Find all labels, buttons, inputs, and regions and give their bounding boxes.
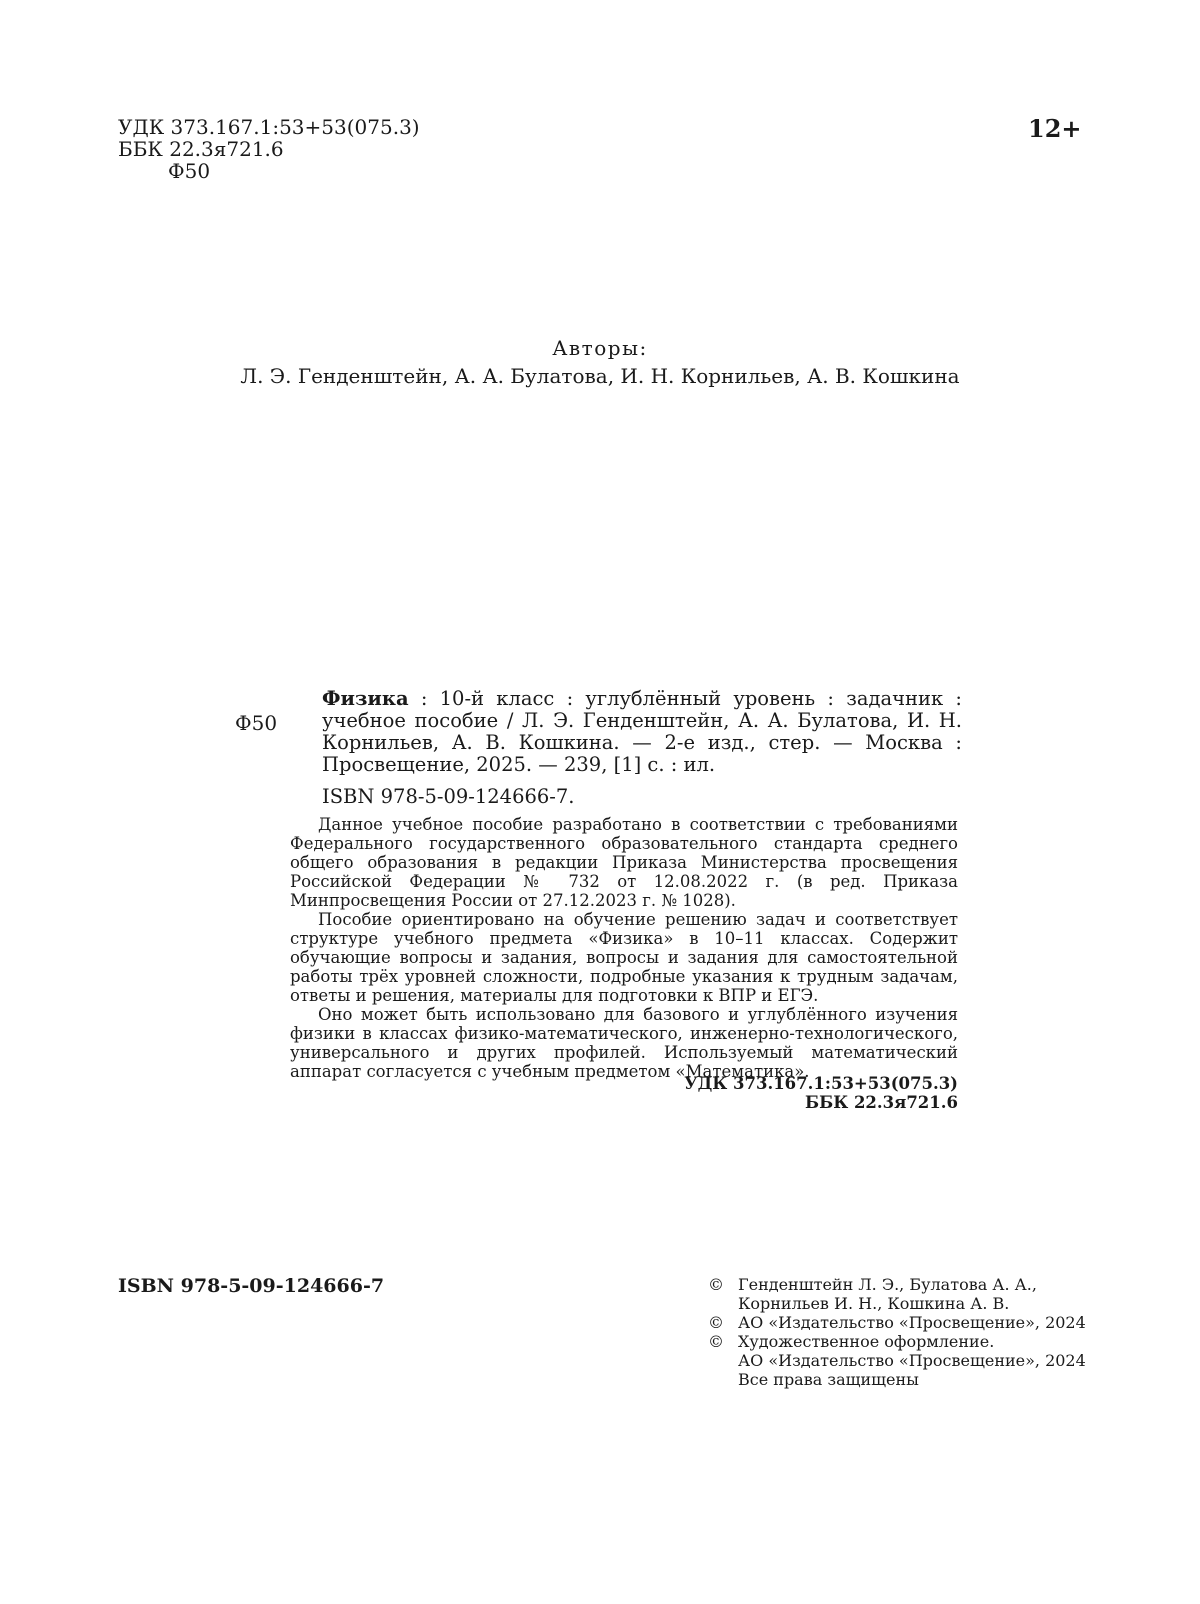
bibliographic-record xyxy=(322,688,962,776)
age-rating: 12+ xyxy=(1028,114,1082,143)
book-title: Физика xyxy=(322,687,409,710)
authors-label: Авторы: xyxy=(552,336,648,360)
copyright-authors-line1: Генденштейн Л. Э., Булатова А. А., xyxy=(738,1275,1037,1294)
annotation-udk: УДК 373.167.1:53+53(075.3) xyxy=(684,1074,958,1093)
annotation xyxy=(290,815,958,1081)
author-mark: Ф50 xyxy=(168,159,211,183)
bbk-code: ББК 22.3я721.6 xyxy=(118,137,284,161)
classification-codes xyxy=(118,116,420,182)
bib-author-mark: Ф50 xyxy=(235,711,278,735)
all-rights-reserved: Все права защищены xyxy=(738,1370,919,1389)
copyright-symbol: © xyxy=(708,1332,724,1351)
annotation-bbk: ББК 22.3я721.6 xyxy=(805,1093,958,1112)
annotation-codes xyxy=(600,1074,958,1112)
copyright-block xyxy=(708,1275,1088,1389)
bib-isbn: ISBN 978-5-09-124666-7. xyxy=(322,785,575,808)
footer-isbn: ISBN 978-5-09-124666-7 xyxy=(118,1275,385,1297)
annotation-paragraph: Оно может быть использовано для базового и углублённого изучения физики в классах физико-математического, инженерно-технологического, универсального и других профилей. Используемый математический аппарат согласуется с учебным предметом «Математика». xyxy=(290,1005,958,1081)
annotation-paragraph: Данное учебное пособие разработано в соответствии с требованиями Федерального государственного образовательного стандарта среднего общего образования в редакции Приказа Министерства просвещения Российской Федерации № 732 от 12.08.2022 г. (в ред. Приказа Минпросвещения России от 27.12.2023 г. № 1028). xyxy=(290,815,958,910)
authors-names: Л. Э. Генденштейн, А. А. Булатова, И. Н. Корнильев, А. В. Кошкина xyxy=(240,364,960,388)
copyright-authors-line2: Корнильев И. Н., Кошкина А. В. xyxy=(738,1294,1010,1313)
copyright-publisher: АО «Издательство «Просвещение», 2024 xyxy=(738,1313,1086,1332)
book-description: : 10-й класс : углублённый уровень : задачник : учебное пособие / Л. Э. Генденштейн, А. А. Булатова, И. Н. Корнильев, А. В. Кошкина. — 2-е изд., стер. — Москва : Просвещение, 2025. — 239, [1] с. : ил. xyxy=(322,687,962,776)
annotation-paragraph: Пособие ориентировано на обучение решению задач и соответствует структуре учебного предмета «Физика» в 10–11 классах. Содержит обучающие вопросы и задания, вопросы и задания для самостоятельной работы трёх уровней сложности, подробные указания к трудным задачам, ответы и решения, материалы для подготовки к ВПР и ЕГЭ. xyxy=(290,910,958,1005)
copyright-design-line1: Художественное оформление. xyxy=(738,1332,995,1351)
copyright-design-line2: АО «Издательство «Просвещение», 2024 xyxy=(738,1351,1086,1370)
copyright-symbol: © xyxy=(708,1275,724,1294)
udk-code: УДК 373.167.1:53+53(075.3) xyxy=(118,115,420,139)
copyright-symbol: © xyxy=(708,1313,724,1332)
